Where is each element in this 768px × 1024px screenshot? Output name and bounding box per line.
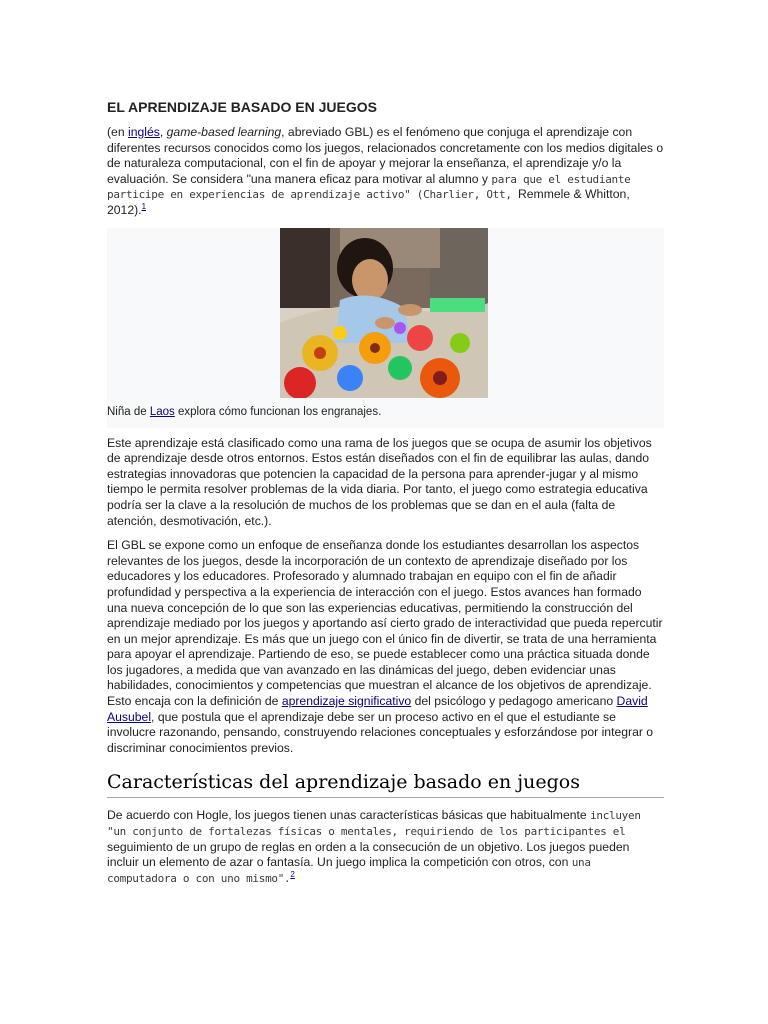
reference-2 (290, 870, 294, 879)
figure-caption (107, 406, 381, 418)
reference-1 (142, 202, 146, 211)
intro-term: game-based learning (166, 125, 282, 139)
intro-text-2: , (159, 125, 167, 139)
para3-text-1: El GBL se expone como un enfoque de enseñanza donde los estudiantes desarrollan los aspectos relevantes de los juegos, desde la incorporación de un contexto de aprendizaje diseñado por los educadores y los educadores. Profesorado y alumnado trabajan en equipo con el fin de añadir profundidad y perspectiva a la experiencia de interacción con el juego. Estos avances han formado una nueva concepción de lo que son las experiencias educativas, permitiendo la construcción del aprendizaje mediado por los juegos y aportando así cierto grado de interactividad que pueda repercutir en un mejor aprendizaje. Es más que un juego con el único fin de divertir, se trata de una herramienta para apoyar el aprendizaje. Partiendo de eso, se puede establecer como una práctica situada donde los jugadores, a medida que van avanzado en las dinámicas del juego, deben evidenciar unas habilidades, conocimientos y competencias que muestran el alcance de los objetivos de aprendizaje. Esto encaja con la definición de (107, 538, 663, 709)
section-heading: Características del aprendizaje basado en juegos (107, 770, 664, 798)
intro-text-3: , abreviado GBL) es el fenómeno que conjuga el aprendizaje con diferentes recursos conocidos como los juegos, relacionados concretamente con los medios digitales o de naturaleza computacional, con el fin de apoyar y mejorar la enseñanza, el aprendizaje y/o la evaluación. Se considera "una manera eficaz para motivar al alumno y (107, 125, 664, 186)
para3-text-2: del psicólogo y pedagogo americano (411, 694, 617, 709)
para4-text-3: seguimiento de un grupo de reglas en orden a la consecución de un objetivo. Los juegos pueden incluir un elemento de azar o fantasía. Un juego implica la competición con otros, con (107, 839, 630, 870)
page-title: EL APRENDIZAJE BASADO EN JUEGOS (107, 99, 377, 115)
figure-box (107, 228, 664, 428)
para4-text-4: una computadora o con uno mismo". (107, 856, 591, 885)
photo-girl-gears[interactable] (280, 228, 488, 398)
reference-link-1[interactable]: 1 (141, 201, 147, 211)
link-laos[interactable]: Laos (149, 405, 175, 418)
article-body (107, 99, 664, 886)
reference-link-2[interactable]: 2 (290, 869, 295, 879)
para3-text-3: , que postula que el aprendizaje debe ser un proceso activo en el que el estudiante se involucre razonando, pensando, construyendo relaciones conceptuales y esforzándose por integrar o discriminar conocimientos previos. (107, 709, 654, 755)
intro-text-5: Remmele & Whitton, 2012). (107, 187, 630, 217)
paragraph-3 (107, 538, 664, 756)
intro-text-4: para que el estudiante participe en experiencias de aprendizaje activo" (Charlier, Ott, (107, 172, 631, 202)
caption-text-1: Niña de (107, 405, 150, 418)
paragraph-4 (107, 808, 664, 886)
para4-text-1: De acuerdo con Hogle, los juegos tienen unas características básicas que habitualmente (107, 808, 591, 823)
link-aprendizaje-significativo[interactable]: aprendizaje significativo (281, 694, 412, 709)
paragraph-2: Este aprendizaje está clasificado como una rama de los juegos que se ocupa de asumir los objetivos de aprendizaje desde otros entornos. Estos están diseñados con el fin de equilibrar las aulas, dando estrategias innovadoras que potencien la capacidad de la persona para aprender-jugar y al mismo tiempo le permita resolver problemas de la vida diaria. Por tanto, el juego como estrategia educativa podría ser la clave a la resolución de muchos de los problemas que se dan en el aula (falta de atención, desmotivación, etc.). (107, 435, 652, 528)
link-david-ausubel[interactable]: David Ausubel (107, 694, 648, 724)
intro-text-1: (en (107, 125, 129, 139)
para4-text-2: incluyen "un conjunto de fortalezas físicas o mentales, requiriendo de los participantes el (107, 809, 641, 839)
caption-text-2: explora cómo funcionan los engranajes. (174, 405, 382, 418)
link-ingles[interactable]: inglés (128, 125, 160, 139)
intro-paragraph (107, 125, 664, 219)
